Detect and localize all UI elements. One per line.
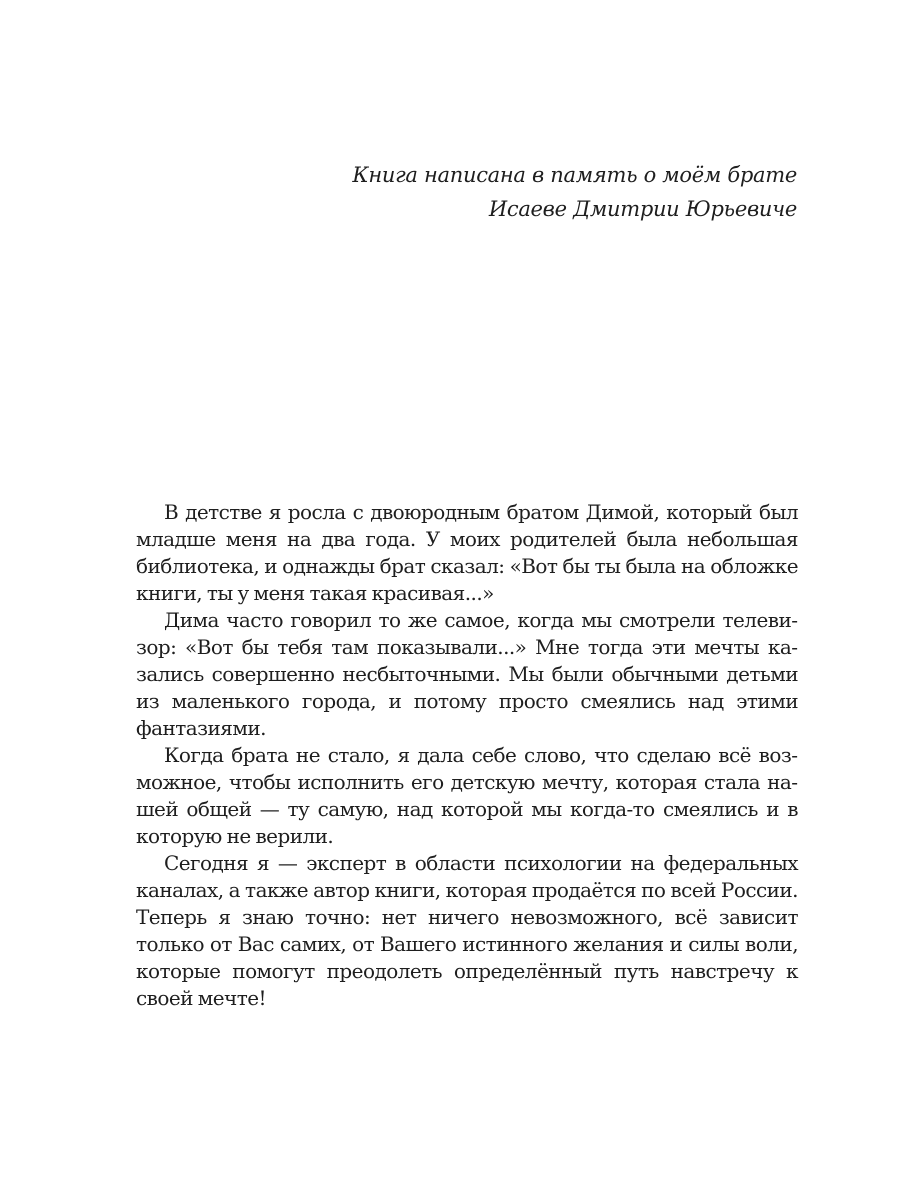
paragraph-3: Когда брата не стало, я дала себе слово, что сделаю всё возможное, чтобы исполнить его детскую мечту, которая стала нашей общей — ту самую, над которой мы когда-то смеялись и в которую не верили. xyxy=(136,743,798,848)
dedication-line-1: Книга написана в память о моём брате xyxy=(352,163,797,187)
dedication xyxy=(352,158,797,226)
paragraph-4: Сегодня я — эксперт в области психологии на федеральных каналах, а также автор книги, которая продаётся по всей России. Теперь я знаю точно: нет ничего невозможного, всё зависит только от Вас самих, от Вашего истинного желания и силы воли, которые помогут преодолеть определённый путь навстречу к своей мечте! xyxy=(136,851,798,1010)
paragraph-2: Дима часто говорил то же самое, когда мы смотрели телевизор: «Вот бы тебя там показывали...» Мне тогда эти мечты казались совершенно несбыточными. Мы были обычными детьми из маленького города, и потому просто смеялись над этими фантазиями. xyxy=(136,608,798,740)
main-text xyxy=(136,499,798,1012)
dedication-line-2: Исаеве Дмитрии Юрьевиче xyxy=(488,197,797,221)
paragraph-1: В детстве я росла с двоюродным братом Димой, который был младше меня на два года. У моих родителей была небольшая библиотека, и однажды брат сказал: «Вот бы ты была на обложке книги, ты у меня такая красивая...» xyxy=(136,500,798,605)
